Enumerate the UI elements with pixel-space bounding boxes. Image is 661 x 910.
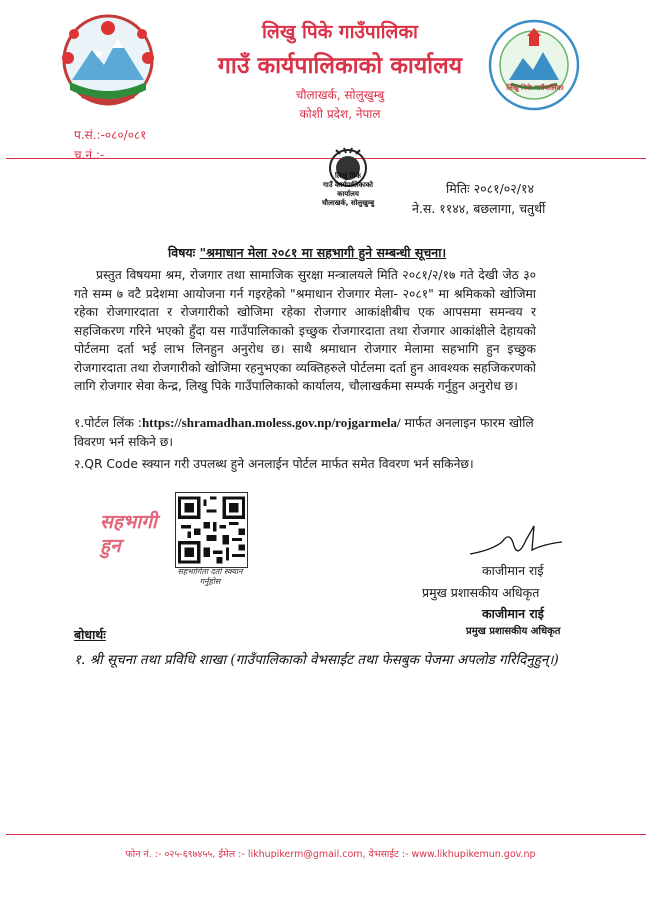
cc-note: १. श्री सूचना तथा प्रविधि शाखा (गाउँपालिकाको वेभसाईट तथा फेसबुक पेजमा अपलोड गरिदिनुहुन्।): [74, 652, 559, 668]
body-paragraph: प्रस्तुत विषयमा श्रम, रोजगार तथा सामाजिक सुरक्षा मन्त्रालयले मिति २०८१/२/१७ गते देखी जेठ ३० गते सम्म ७ वटै प्रदेशमा आयोजना गर्न गइरहेको "श्रमाधान रोजगार मेला- २०८१" मा श्रमिकको खोजिमा रहेका रोजगारदाता र रोजगारीको खोजिमा रहेका रोजगार आकांक्षीबीच एक आपसमा समन्वय र सहजिकरण गरिने भएको हुँदा यस गाउँपालिकाको इच्छुक रोजगारदाता तथा रोजगार आकांक्षीले देहायको पोर्टलमा दर्ता भई लाभ लिनहुन अनुरोध छ। साथै श्रमाधान रोजगार मेलामा सहभागि हुन इच्छुक रोजगारदाता तथा रोजगारीको खोजिमा रहनुभएका व्यक्तिहरुले पोर्टलमा दर्ता हुन आवश्यक सहजिकरणको लागि रोजगार सेवा केन्द्र, लिखु पिके गाउँपालिकाको कार्यालय, चौलाखर्कमा सम्पर्क गर्नुहुन अनुरोध छ।: [74, 268, 536, 393]
footer-divider: [6, 834, 646, 835]
nepal-emblem-logo: [52, 10, 164, 110]
signatory-name: काजीमान राई: [482, 563, 544, 578]
header-municipality-name: लिखु पिके गाउँपालिका: [262, 21, 418, 43]
qr-code[interactable]: [175, 492, 248, 568]
stamp-line: कार्यालय: [337, 190, 359, 198]
subject-label: विषयः: [168, 245, 196, 260]
header-office-name: गाउँ कार्यपालिकाको कार्यालय: [217, 53, 463, 79]
subject-text: "श्रमाधान मेला २०८१ मा सहभागी हुने सम्बन्धी सूचना।: [199, 245, 447, 260]
portal-link[interactable]: https://shramadhan.moless.gov.np/rojgarmela/: [141, 415, 401, 430]
stamp-line: गाउँ कार्यपालिकाको: [322, 181, 373, 189]
dispatch-number: च.नं.:-: [74, 148, 105, 162]
header-province: कोशी प्रदेश, नेपाल: [299, 107, 381, 121]
name-stamp: काजीमान राई: [482, 606, 544, 621]
stamp-line: चौलाखर्क, सोलुखुम्बु: [321, 199, 375, 207]
participate-badge: सहभागी हुन: [100, 511, 157, 557]
footer-contact: फोन नं. :- ०२५-६९७४५५, ईमेल :- likhupikerm@gmail.com, वेभसाईट :- www.likhupikemun.gov.np: [125, 849, 536, 860]
title-stamp: प्रमुख प्रशासकीय अधिकृत: [466, 626, 561, 637]
header-address: चौलाखर्क, सोलुखुम्बु: [295, 88, 385, 102]
handwritten-signature: [462, 520, 572, 560]
notice-body: [74, 266, 536, 396]
point-1-prefix: १.पोर्टल लिंक :: [74, 416, 142, 430]
point-portal-link: [74, 414, 536, 451]
letter-date: मितिः २०८१/०२/१४: [446, 181, 534, 196]
nepal-sambat-date: ने.स. ११४४, बछलागा, चतुर्थी: [412, 201, 546, 216]
qr-code-image: [178, 495, 245, 565]
signatory-title: प्रमुख प्रशासकीय अधिकृत: [422, 585, 540, 600]
stamp-line: लिखु पिके: [335, 172, 361, 180]
ref-number: प.सं.:-०८०/०८१: [74, 128, 147, 142]
subject-line: [168, 244, 446, 261]
right-emblem-text: लिखु पिके गाउँपालिका: [506, 84, 564, 92]
qr-caption: सहभागिता दर्ता स्क्यान गर्नुहोस: [177, 567, 243, 586]
point-1-suffix: मार्फत अनलाइन फारम खोलि विवरण भर्न सकिने छ।: [74, 416, 534, 449]
office-stamp-text: [310, 172, 386, 208]
cc-label: बोधार्थः: [74, 627, 106, 642]
point-qr-code: २.QR Code स्क्यान गरी उपलब्ध हुने अनलाईन पोर्टल मार्फत समेत विवरण भर्न सकिनेछ।: [74, 457, 474, 471]
